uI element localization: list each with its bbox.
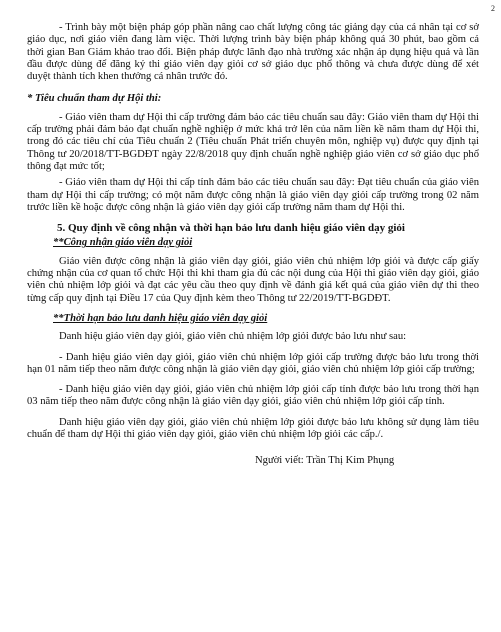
paragraph-retention-usage: Danh hiệu giáo viên dạy giỏi, giáo viên chủ nhiệm lớp giỏi được bảo lưu không sử dụng làm tiêu chuẩn để tham dự Hội thi giáo viên dạy giỏi, giáo viên chủ nhiệm lớp giỏi các cấp./. [27,416,479,441]
subheading-recognition-text: **Công nhận giáo viên dạy giỏi [53,237,193,249]
paragraph-retention-school: - Danh hiệu giáo viên dạy giỏi, giáo viên chủ nhiệm lớp giỏi cấp trường được bảo lưu trong thời hạn 01 năm tiếp theo năm được công nhận là giáo viên dạy giỏi, giáo viên chủ nhiệm lớp giỏi cấp trường; [27,351,479,375]
paragraph-recognition: Giáo viên được công nhận là giáo viên dạy giỏi, giáo viên chủ nhiệm lớp giỏi và được cấp giấy chứng nhận của cơ quan tổ chức Hội thi khi tham gia đủ các nội dung của Hội thi giáo viên dạy giỏi, giáo viên chủ nhiệm lớp giỏi và đạt các yêu cầu theo quy định về đánh giá kết quả của giáo viên dự thi theo từng cấp quy định tại Điều 17 của Quy định kèm theo Thông tư 22/2019/TT-BGDĐT. [27,255,479,304]
paragraph-retention-province: - Danh hiệu giáo viên dạy giỏi, giáo viên chủ nhiệm lớp giỏi cấp tỉnh được bảo lưu trong thời hạn 03 năm tiếp theo năm được công nhận là giáo viên dạy giỏi, giáo viên chủ nhiệm lớp giỏi cấp tỉnh. [27,384,479,408]
document-body [27,22,479,476]
author-signature: Người viết: Trần Thị Kim Phụng [255,455,395,467]
subheading-retention-text: **Thời hạn bảo lưu danh hiệu giáo viên dạy giỏi [53,312,268,324]
subheading-retention [27,313,479,325]
heading-participation-criteria: * Tiêu chuẩn tham dự Hội thi: [27,93,162,105]
page-number: 2 [491,4,495,13]
paragraph-school-level-criteria: - Giáo viên tham dự Hội thi cấp trường đảm bảo các tiêu chuẩn sau đây: Giáo viên tham dự Hội thi cấp trường phải đảm bảo đạt chuẩn nghề nghiệp ở mức khá trở lên của năm liền kề năm tham dự Hội thi, trong đó các tiêu chí của Tiêu chuẩn 2 (Tiêu chuẩn Phát triển chuyên môn, nghiệp vụ) được quy định tại Thông tư 20/2018/TT-BGDĐT ngày 22/8/2018 quy định chuẩn nghề nghiệp giáo viên cơ sở giáo dục phổ thông đạt mức tốt; [27,111,479,172]
section-5-title: 5. Quy định về công nhận và thời hạn bảo lưu danh hiệu giáo viên dạy giỏi [57,222,405,235]
subheading-recognition [27,237,479,249]
paragraph-province-level-criteria: - Giáo viên tham dự Hội thi cấp tỉnh đảm bảo các tiêu chuẩn sau đây: Đạt tiêu chuẩn của giáo viên tham dự Hội thi cấp trường; có một năm được công nhận là giáo viên dạy giỏi cấp trường trong 02 năm trước liền kề hoặc được công nhận là giáo viên dạy giỏi cấp trường năm tham dự Hội thi. [27,177,479,213]
paragraph-retention-intro: Danh hiệu giáo viên dạy giỏi, giáo viên chủ nhiệm lớp giỏi được bảo lưu như sau: [59,331,407,343]
paragraph-measure-presentation: - Trình bày một biện pháp góp phần nâng cao chất lượng công tác giảng dạy của cá nhân tại cơ sở giáo dục, nơi giáo viên đang làm việc. Thời lượng trình bày biện pháp không quá 30 phút, bao gồm cả thời gian Ban Giám khảo trao đổi. Biện pháp được lãnh đạo nhà trường xác nhận áp dụng hiệu quả và lần đầu được dùng để đăng ký thi giáo viên dạy giỏi cơ sở giáo dục phổ thông và chưa được dùng để xét duyệt thành tích khen thưởng cá nhân trước đó. [27,22,479,83]
